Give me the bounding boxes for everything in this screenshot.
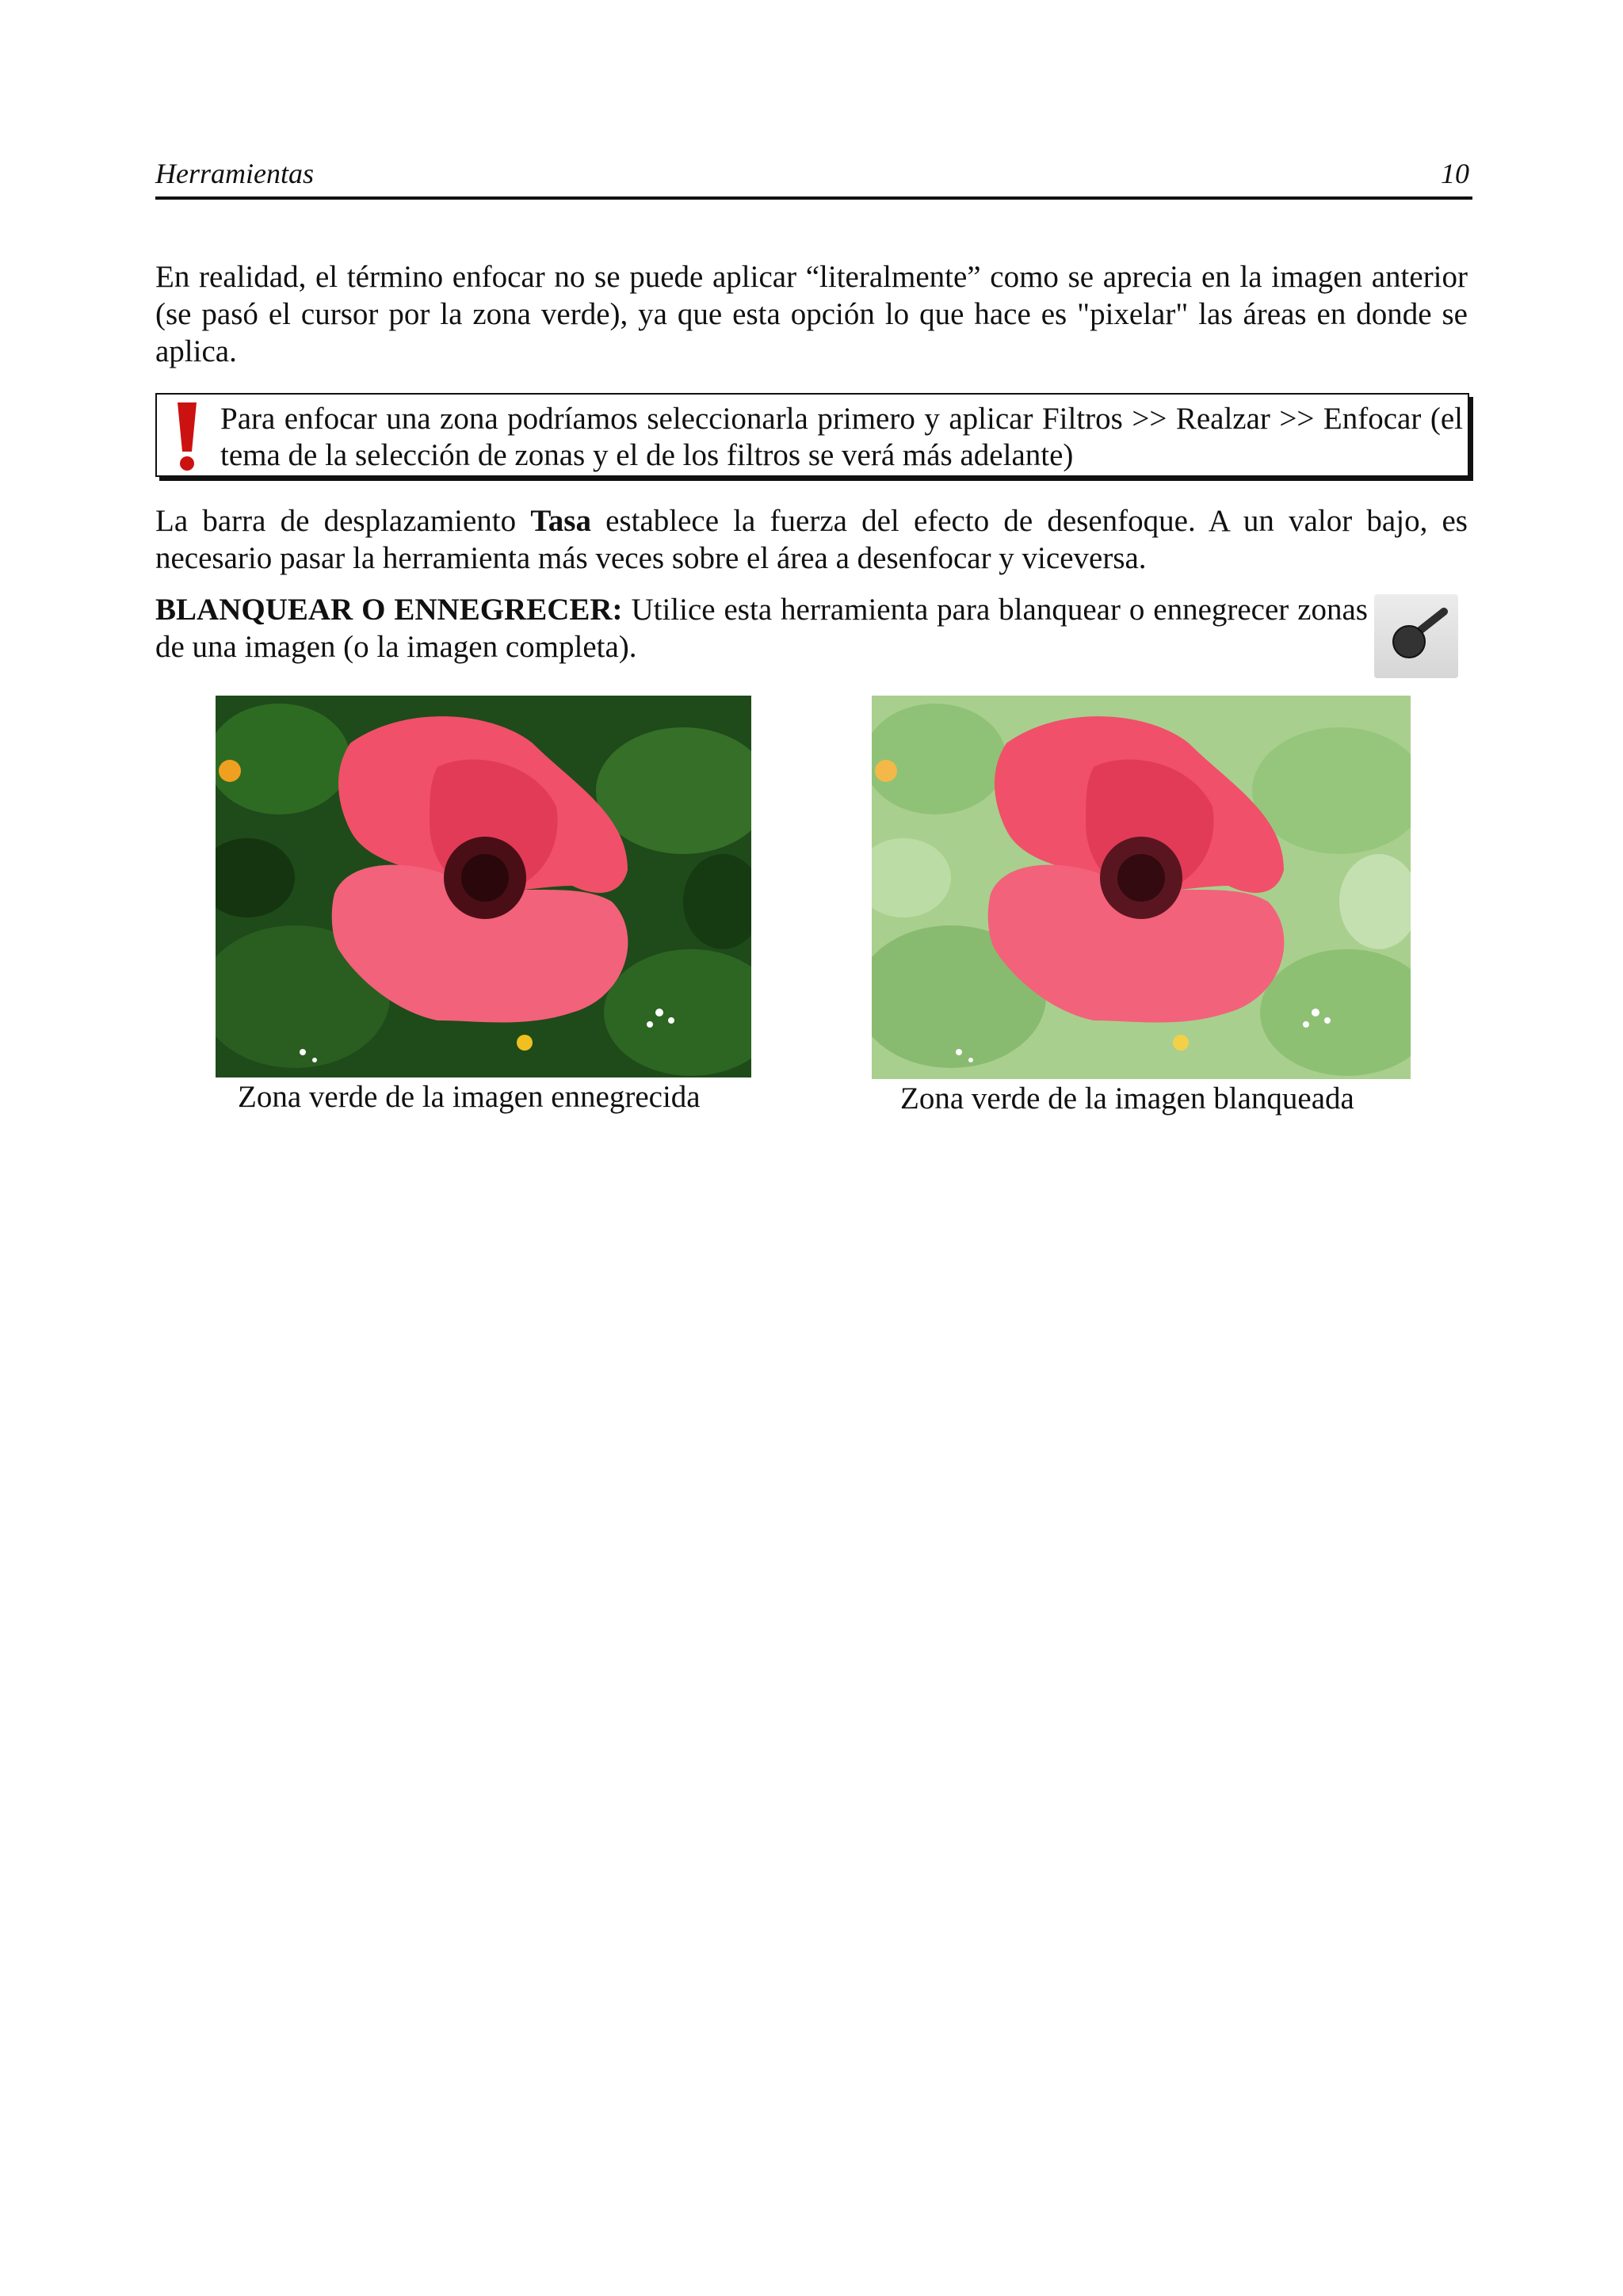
figure-caption-lightened: Zona verde de la imagen blanqueada [900,1081,1354,1116]
term-tasa: Tasa [530,504,591,538]
note-box [155,393,1469,477]
term-blanquear: BLANQUEAR O ENNEGRECER: [155,593,623,627]
paragraph-tasa-intro: La barra de desplazamiento [155,504,531,538]
dodge-burn-tool-icon [1374,594,1458,678]
poppy-image-darkened [216,696,751,1077]
paragraph-tasa [155,502,1468,577]
paragraph-blanquear [155,591,1368,666]
paragraph-blanquear-body: Utilice esta herramienta para blanquear o ennegrecer zonas de una imagen (o la imagen completa). [155,593,1368,664]
poppy-image-lightened [872,696,1411,1079]
note-text: Para enfocar una zona podríamos seleccionarla primero y aplicar Filtros >> Realzar >> Enfocar (el tema de la selección de zonas y el de los filtros se verá más adelante) [220,402,1463,472]
page-number: 10 [1441,158,1469,189]
running-header [155,152,1472,200]
header-section-title: Herramientas [155,158,314,189]
figure-caption-darkened: Zona verde de la imagen ennegrecida [238,1080,701,1114]
exclamation-icon [171,399,203,472]
paragraph-tasa-body: establece la fuerza del efecto de desenfoque. A un valor bajo, es necesario pasar la herramienta más veces sobre el área a desenfocar y viceversa. [155,504,1468,575]
paragraph-enfocar: En realidad, el término enfocar no se puede aplicar “literalmente” como se aprecia en la imagen anterior (se pasó el cursor por la zona verde), ya que esta opción lo que hace es "pixelar" las áreas en donde se aplica. [155,260,1468,368]
